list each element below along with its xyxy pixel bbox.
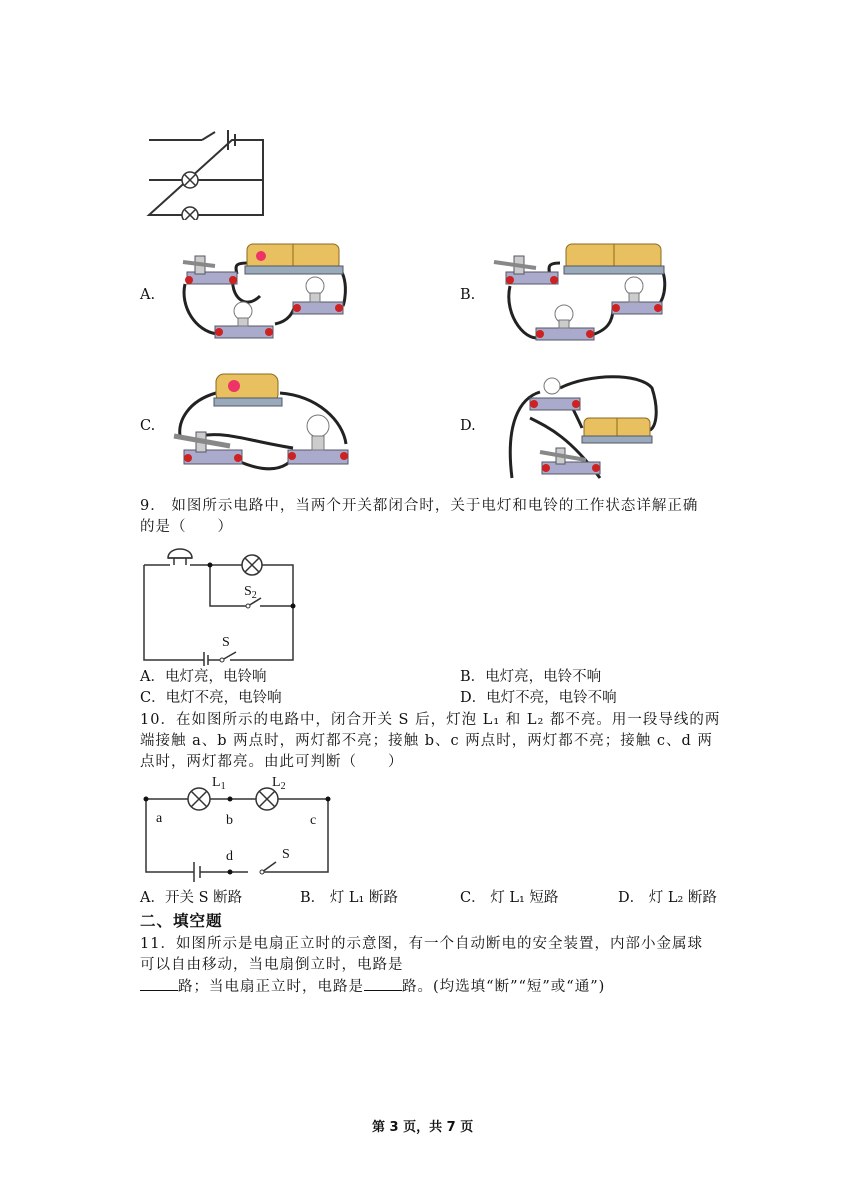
- q10-option-b: B． 灯 L₁ 断路: [300, 890, 398, 906]
- q8-option-b-label: B.: [460, 287, 476, 303]
- q8-option-d-circuit-image: [500, 368, 665, 486]
- q10-label-L1: $L_1$: [212, 775, 226, 792]
- q10-label-c: c: [310, 813, 317, 828]
- q9-question-line-2: 的是（ ）: [140, 519, 233, 535]
- q10-label-s: S: [282, 847, 290, 862]
- switch-icon: [183, 256, 237, 284]
- q9-switch-s2-label: $S_2$: [244, 584, 257, 601]
- battery-icon: [245, 244, 343, 274]
- q9-question-line-1: 9． 如图所示电路中，当两个开关都闭合时，关于电灯和电铃的工作状态详解正确: [140, 498, 699, 514]
- q8-schematic-diagram: [140, 125, 275, 220]
- q10-question-line-1: 10．在如图所示的电路中，闭合开关 S 后，灯泡 L₁ 和 L₂ 都不亮。用一段导线的两: [140, 712, 721, 728]
- q9-circuit-diagram: [138, 538, 303, 666]
- lamp-icon: [215, 302, 273, 338]
- q11-answer-blank-2[interactable]: [364, 976, 402, 991]
- page-footer: 第 3 页，共 7 页: [372, 1120, 474, 1135]
- q11-line-3-part-a: 路；当电扇正立时，电路是: [178, 979, 364, 995]
- q10-label-a: a: [156, 811, 163, 826]
- q10-option-c: C． 灯 L₁ 短路: [460, 890, 559, 906]
- q8-option-a-label: A.: [140, 287, 156, 303]
- q8-option-a-circuit-image: [175, 236, 355, 346]
- q10-label-d: d: [226, 849, 233, 864]
- q11-answer-blank-1[interactable]: [140, 976, 178, 991]
- q10-label-L2: $L_2$: [272, 775, 286, 792]
- q10-label-b: b: [226, 813, 233, 828]
- q10-question-line-3: 点时，两灯都亮。由此可判断（ ）: [140, 754, 404, 770]
- q10-circuit-diagram: [138, 772, 338, 884]
- battery-icon: [214, 374, 282, 406]
- q9-option-b: B．电灯亮，电铃不响: [460, 669, 602, 685]
- q9-option-d: D．电灯不亮，电铃不响: [460, 690, 617, 706]
- battery-icon: [582, 418, 652, 443]
- lamp-icon: [288, 415, 348, 464]
- q8-option-c-label: C.: [140, 418, 156, 434]
- battery-icon: [564, 244, 664, 274]
- switch-icon: [540, 448, 600, 474]
- lamp-icon: [536, 305, 594, 340]
- q10-option-a: A．开关 S 断路: [140, 890, 243, 906]
- q10-question-line-2: 端接触 a、b 两点时，两灯都不亮；接触 b、c 两点时，两灯都不亮；接触 c、d 两: [140, 733, 713, 749]
- q9-option-a: A．电灯亮，电铃响: [140, 669, 267, 685]
- q10-option-d: D． 灯 L₂ 断路: [618, 890, 717, 906]
- q8-option-b-circuit-image: [488, 236, 678, 354]
- q9-switch-s-label: S: [222, 635, 230, 650]
- lamp-icon: [293, 277, 343, 314]
- q11-question-line-1: 11．如图所示是电扇正立时的示意图，有一个自动断电的安全装置，内部小金属球: [140, 936, 703, 952]
- q9-option-c: C．电灯不亮，电铃响: [140, 690, 282, 706]
- q8-option-c-circuit-image: [168, 366, 353, 481]
- q11-question-line-3: [140, 976, 605, 998]
- section-title-fill-in-blank: 二、填空题: [140, 912, 223, 930]
- bell-icon: [168, 549, 192, 565]
- q11-line-3-part-b: 路。(均选填“断”“短”或“通”): [402, 979, 606, 995]
- lamp-icon: [612, 277, 662, 314]
- lamp-icon: [242, 555, 262, 575]
- q8-lamp-icon: [182, 172, 198, 220]
- q11-question-line-2: 可以自由移动，当电扇倒立时，电路是: [140, 957, 404, 973]
- q8-option-d-label: D.: [460, 418, 476, 434]
